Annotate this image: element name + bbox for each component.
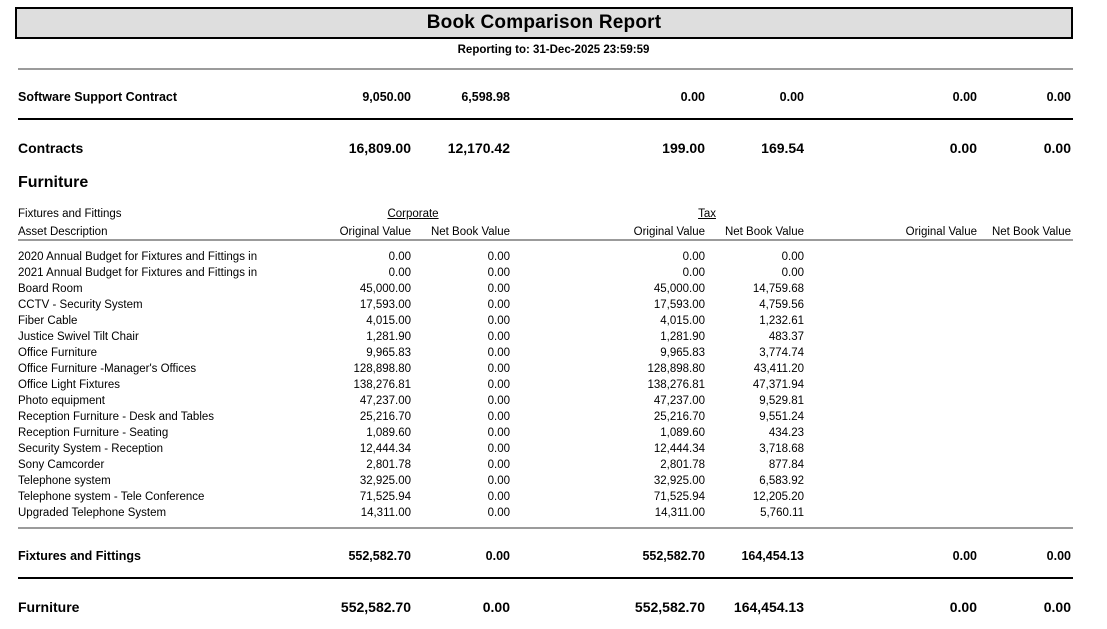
cell-corp-nbv: 0.00 [487,283,510,295]
cell-tax-nbv: 4,759.56 [759,299,804,311]
cell-third-nbv [979,359,1073,375]
cell-corp-original: 9,965.83 [366,347,411,359]
cell-third-original [880,359,979,375]
cell-third-nbv [979,279,1073,295]
cell-gap2 [806,471,880,487]
cell-gap2 [806,220,880,238]
cell-tax-original: 1,089.60 [660,427,705,439]
cell-gap [512,537,608,563]
cell-asset-description: Sony Camcorder [18,459,105,471]
cell-corp-original: 71,525.94 [359,491,411,503]
cell-tax-nbv: 12,205.20 [752,491,804,503]
table-row [18,407,1073,423]
cell-third-original [880,407,979,423]
cell-third-original [880,311,979,327]
cell-gap [512,439,608,455]
cell-corp-nbv: 0.00 [482,599,510,615]
cell-corp-nbv: 12,170.42 [447,140,510,156]
cell-tax-original: 47,237.00 [653,395,705,407]
cell-third-original: 0.00 [949,599,977,615]
cell-corp-original: 0.00 [388,251,411,263]
cell-corp-original: 32,925.00 [359,475,411,487]
cell-tax-original: 45,000.00 [653,283,705,295]
cell-corp-nbv: 0.00 [487,443,510,455]
cell-gap [512,423,608,439]
colhead-asset-description: Asset Description [18,226,108,238]
cell-third-nbv: 0.00 [1043,599,1071,615]
fixtures-and-fittings-table [18,202,1073,238]
cell-corp-nbv: 0.00 [487,427,510,439]
cell-corp-original: 2,801.78 [366,459,411,471]
cell-corp-nbv: 0.00 [487,491,510,503]
cell-corp-nbv: 0.00 [487,347,510,359]
cell-third-nbv: 0.00 [1046,90,1071,104]
cell-tax-nbv: 483.37 [768,331,804,343]
cell-gap [512,311,608,327]
cell-tax-original: 199.00 [662,140,705,156]
cell-asset-description: Justice Swivel Tilt Chair [18,331,139,343]
report-title-banner [15,7,1073,39]
column-header-row [18,220,1073,238]
cell-tax-original: 14,311.00 [654,507,705,519]
cell-gap [512,455,608,471]
cell-tax-nbv: 3,718.68 [759,443,804,455]
table-row [18,537,1073,563]
table-row [18,471,1073,487]
contracts-total-table [18,128,1073,156]
cell-gap2 [806,128,880,156]
cell-gap2 [806,202,880,220]
furniture-total-table [18,587,1073,615]
table-row [18,128,1073,156]
cell-third-nbv [979,439,1073,455]
cell-asset-description: Office Furniture [18,347,98,359]
cell-gap [512,503,608,519]
cell-tax-nbv: 9,551.24 [759,411,804,423]
cell-third-original [880,263,979,279]
cell-asset-description: Upgraded Telephone System [18,507,167,519]
colhead-third-net-book-value: Net Book Value [991,226,1072,238]
cell-tax-nbv: 0.00 [779,90,804,104]
cell-gap2 [806,295,880,311]
cell-corp-nbv: 0.00 [487,459,510,471]
cell-corp-original: 45,000.00 [359,283,411,295]
cell-corp-original: 1,089.60 [366,427,411,439]
cell-gap [512,263,608,279]
cell-tax-nbv: 47,371.94 [752,379,804,391]
cell-tax-nbv: 43,411.20 [753,363,804,375]
software-support-contract-table [18,78,1073,104]
cell-third-nbv [979,343,1073,359]
colhead-corp-net-book-value: Net Book Value [430,226,511,238]
cell-third-original [880,343,979,359]
cell-third-nbv [979,263,1073,279]
cell-tax-nbv: 6,583.92 [759,475,804,487]
colhead-corp-original-value: Original Value [339,226,411,238]
cell-tax-nbv: 0.00 [781,251,804,263]
cell-asset-description: 2021 Annual Budget for Fixtures and Fittings in [18,267,258,279]
cell-gap [512,295,608,311]
table-row [18,327,1073,343]
report-subtitle: Reporting to: 31-Dec-2025 23:59:59 [457,44,650,56]
table-row [18,487,1073,503]
cell-corp-original: 12,444.34 [359,443,411,455]
table-row [18,587,1073,615]
cell-third-nbv [979,407,1073,423]
asset-detail-table [18,247,1073,519]
fixtures-subtotal-table [18,537,1073,563]
cell-tax-nbv: 3,774.74 [759,347,804,359]
cell-corp-original: 4,015.00 [366,315,411,327]
cell-tax-original: 2,801.78 [660,459,705,471]
cell-corp-original: 0.00 [388,267,411,279]
cell-gap [512,375,608,391]
cell-tax-original: 1,281.90 [660,331,705,343]
cell-gap2 [806,407,880,423]
cell-corp-original: 552,582.70 [348,549,411,563]
cell-third-nbv [979,247,1073,263]
cell-tax-original: 25,216.70 [653,411,705,423]
cell-gap2 [806,439,880,455]
cell-third-original: 0.00 [952,549,977,563]
cell-gap [512,279,608,295]
cell-asset-description: Office Furniture -Manager's Offices [18,363,197,375]
cell-corp-original: 128,898.80 [353,363,411,375]
cell-asset-description: CCTV - Security System [18,299,143,311]
colhead-tax-original-value: Original Value [633,226,706,238]
cell-tax-nbv: 9,529.81 [759,395,804,407]
cell-corp-nbv: 0.00 [487,395,510,407]
cell-gap [512,407,608,423]
cell-asset-description: Telephone system - Tele Conference [18,491,205,503]
cell-tax-original: 552,582.70 [634,599,705,615]
cell-tax-original: 4,015.00 [660,315,705,327]
cell-gap [512,343,608,359]
table-row [18,455,1073,471]
cell-third-nbv [979,503,1073,519]
cell-third-original [880,503,979,519]
cell-third-nbv [979,471,1073,487]
cell-corp-original: 552,582.70 [340,599,411,615]
cell-gap2 [806,503,880,519]
cell-corp-nbv: 0.00 [487,411,510,423]
cell-gap2 [806,423,880,439]
table-row [18,263,1073,279]
cell-third-original [880,279,979,295]
table-row [18,375,1073,391]
cell-asset-description: Security System - Reception [18,443,164,455]
row-label: Contracts [18,140,84,156]
cell-gap [512,471,608,487]
cell-gap2 [806,391,880,407]
cell-asset-description: 2020 Annual Budget for Fixtures and Fittings in [18,251,258,263]
cell-third-nbv: 0.00 [1043,140,1071,156]
category-title: Furniture [18,174,89,191]
page-title: Book Comparison Report [426,12,662,33]
cell-gap2 [806,537,880,563]
cell-corp-nbv: 0.00 [487,475,510,487]
cell-gap2 [806,587,880,615]
cell-corp-nbv: 6,598.98 [461,90,510,104]
cell-corp-nbv: 0.00 [487,507,510,519]
table-row [18,391,1073,407]
cell-gap2 [806,455,880,471]
cell-gap2 [806,359,880,375]
row-label: Software Support Contract [18,90,178,104]
cell-third-original [880,471,979,487]
table-row [18,359,1073,375]
group-header-corporate: Corporate [387,208,439,220]
cell-third-nbv [979,295,1073,311]
cell-tax-nbv: 169.54 [761,140,804,156]
cell-third-nbv [979,375,1073,391]
cell-corp-nbv: 0.00 [487,363,510,375]
cell-third-nbv [979,423,1073,439]
cell-tax-original: 17,593.00 [653,299,705,311]
table-row [18,343,1073,359]
cell-third-original [880,439,979,455]
cell-asset-description: Reception Furniture - Desk and Tables [18,411,215,423]
cell-third-nbv [979,391,1073,407]
cell-third-original [880,423,979,439]
cell-tax-original: 9,965.83 [660,347,705,359]
cell-gap [512,327,608,343]
cell-gap [512,487,608,503]
cell-corp-nbv: 0.00 [487,267,510,279]
cell-asset-description: Reception Furniture - Seating [18,427,169,439]
cell-asset-description: Photo equipment [18,395,105,407]
cell-tax-original: 128,898.80 [647,363,705,375]
group-header-third [880,202,1073,220]
cell-gap [512,391,608,407]
cell-corp-original: 14,311.00 [360,507,411,519]
cell-third-nbv [979,327,1073,343]
cell-tax-nbv: 1,232.61 [759,315,804,327]
cell-third-nbv [979,487,1073,503]
cell-gap2 [806,279,880,295]
cell-corp-nbv: 0.00 [487,251,510,263]
cell-corp-original: 17,593.00 [359,299,411,311]
colhead-tax-net-book-value: Net Book Value [724,226,805,238]
cell-asset-description: Office Light Fixtures [18,379,121,391]
subcategory-title: Fixtures and Fittings [18,208,122,220]
cell-tax-original: 0.00 [682,267,705,279]
cell-asset-description: Fiber Cable [18,315,78,327]
cell-corp-original: 1,281.90 [366,331,411,343]
cell-corp-nbv: 0.00 [485,549,510,563]
cell-third-original: 0.00 [949,140,977,156]
report-body [0,68,1107,615]
cell-tax-nbv: 164,454.13 [741,549,804,563]
cell-corp-original: 25,216.70 [359,411,411,423]
cell-corp-original: 9,050.00 [362,90,411,104]
cell-third-original [880,247,979,263]
cell-gap [512,359,608,375]
group-header-tax: Tax [698,208,716,220]
cell-corp-nbv: 0.00 [487,379,510,391]
cell-tax-original: 12,444.34 [653,443,705,455]
cell-third-original [880,327,979,343]
table-row [18,439,1073,455]
cell-gap2 [806,247,880,263]
cell-gap [512,220,608,238]
cell-third-original: 0.00 [952,90,977,104]
table-row [18,311,1073,327]
cell-asset-description: Board Room [18,283,83,295]
cell-third-nbv: 0.00 [1046,549,1071,563]
cell-gap [512,128,608,156]
cell-gap2 [806,343,880,359]
cell-tax-original: 71,525.94 [653,491,705,503]
cell-corp-nbv: 0.00 [487,331,510,343]
cell-tax-nbv: 434.23 [768,427,804,439]
table-row [18,503,1073,519]
cell-tax-nbv: 877.84 [768,459,804,471]
cell-third-original [880,487,979,503]
asset-detail-rows [18,247,1073,519]
table-row [18,279,1073,295]
colhead-third-original-value: Original Value [905,226,978,238]
cell-gap [512,78,608,104]
cell-corp-original: 138,276.81 [353,379,411,391]
cell-gap [512,202,608,220]
cell-corp-nbv: 0.00 [487,299,510,311]
cell-tax-nbv: 5,760.11 [760,507,804,519]
cell-gap2 [806,78,880,104]
cell-tax-original: 552,582.70 [642,549,705,563]
cell-asset-description: Telephone system [18,475,111,487]
cell-corp-original: 47,237.00 [359,395,411,407]
cell-gap [512,587,608,615]
table-row [18,295,1073,311]
table-row [18,423,1073,439]
cell-tax-original: 32,925.00 [653,475,705,487]
cell-gap2 [806,263,880,279]
group-header-row [18,202,1073,220]
cell-third-original [880,455,979,471]
row-label: Fixtures and Fittings [18,549,141,563]
cell-third-original [880,295,979,311]
cell-third-nbv [979,311,1073,327]
cell-third-original [880,375,979,391]
row-label: Furniture [18,599,80,615]
cell-gap2 [806,311,880,327]
cell-third-nbv [979,455,1073,471]
cell-corp-nbv: 0.00 [487,315,510,327]
cell-tax-original: 0.00 [680,90,705,104]
cell-gap [512,247,608,263]
cell-tax-original: 138,276.81 [647,379,705,391]
cell-gap2 [806,487,880,503]
cell-tax-original: 0.00 [682,251,705,263]
table-row [18,78,1073,104]
cell-tax-nbv: 14,759.68 [752,283,804,295]
cell-third-original [880,391,979,407]
cell-gap2 [806,375,880,391]
cell-tax-nbv: 0.00 [781,267,804,279]
cell-tax-nbv: 164,454.13 [733,599,804,615]
cell-corp-original: 16,809.00 [348,140,411,156]
cell-gap2 [806,327,880,343]
table-row [18,247,1073,263]
